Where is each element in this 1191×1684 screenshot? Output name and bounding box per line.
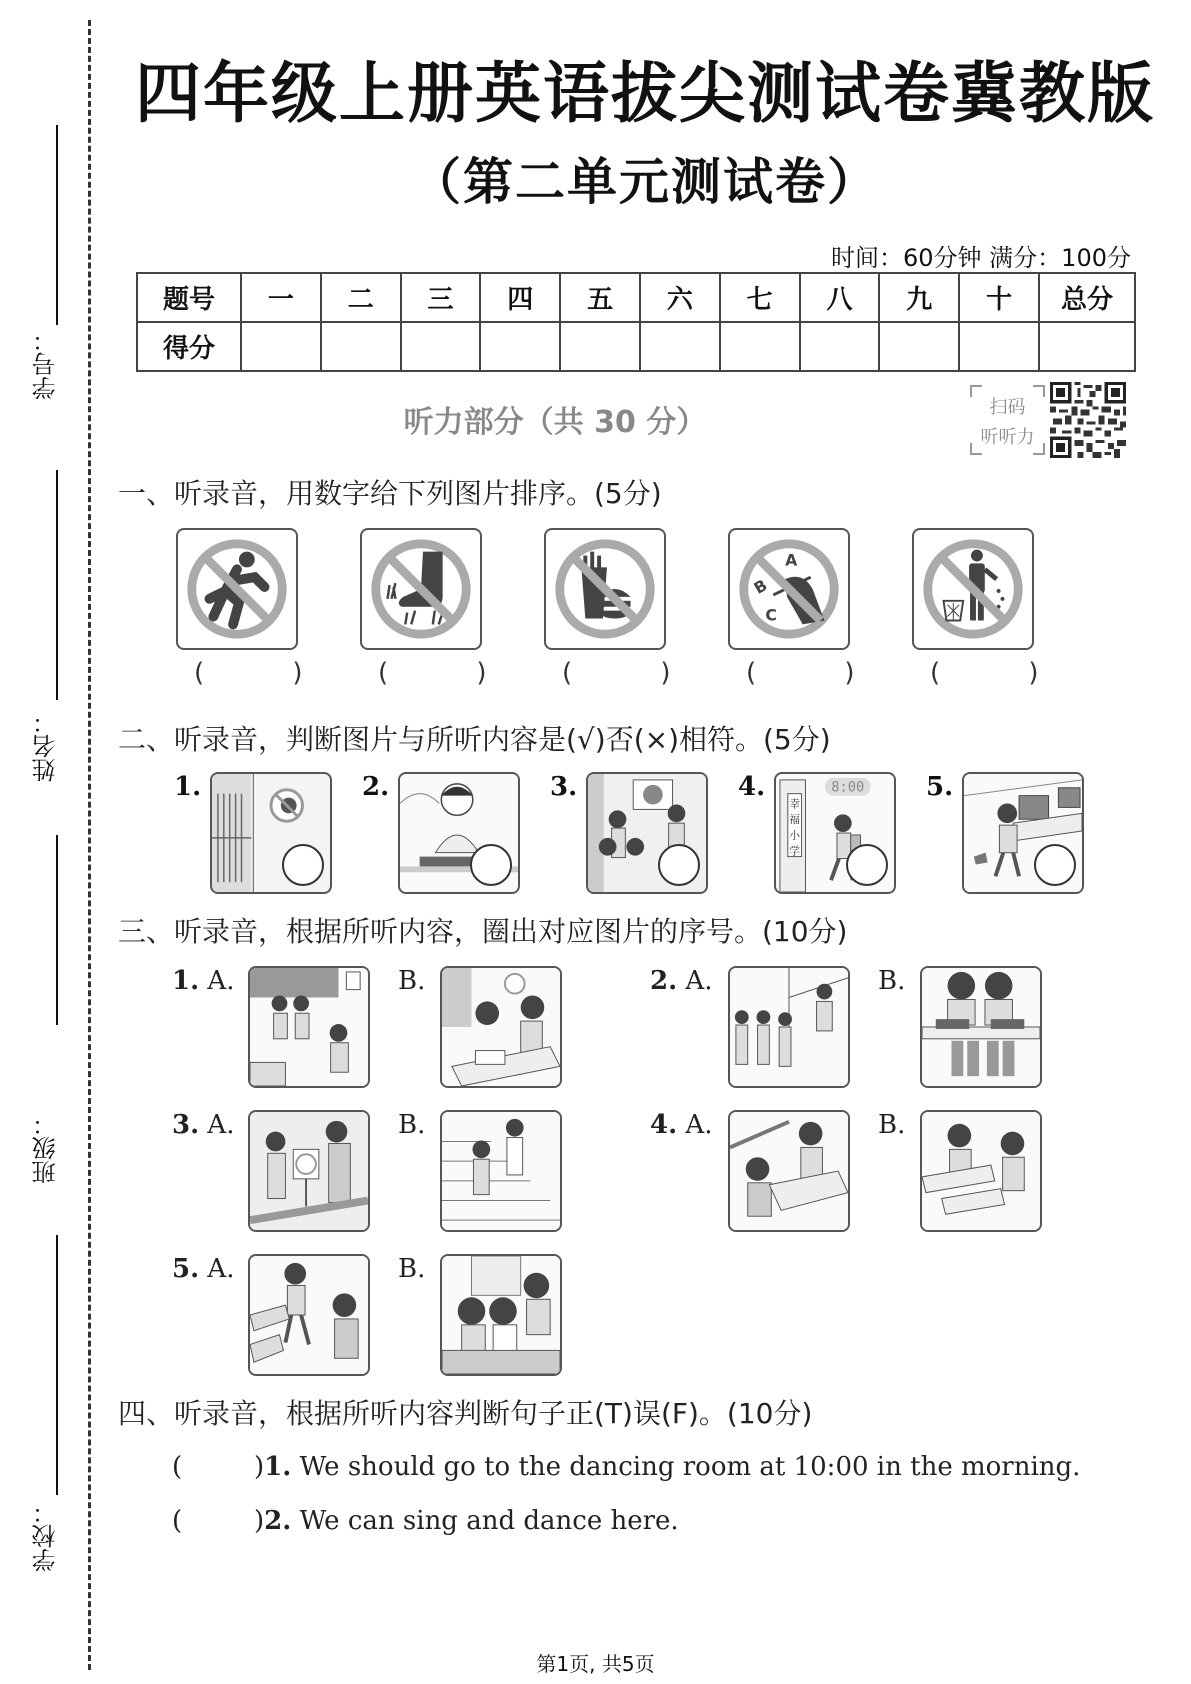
column-header: 五 [560,273,640,322]
question-2-option-b-label[interactable]: B. [878,966,906,996]
score-cell[interactable] [640,322,720,371]
student-id-line [56,125,58,325]
listening-part-title: 听力部分（共 30 分） [403,405,707,440]
question-5-option-b-label[interactable]: B. [398,1254,426,1284]
total-score-cell[interactable] [1039,322,1135,371]
question-number-row [137,273,1135,322]
svg-text:幸: 幸 [789,797,801,811]
column-header: 一 [241,273,321,322]
answer-circle[interactable] [282,844,324,886]
girls-talking-classroom-picture[interactable] [920,1110,1042,1232]
column-header: 三 [401,273,481,322]
true-false-item-2: ( )2. We can sing and dance here. [172,1506,679,1536]
column-header: 七 [720,273,800,322]
section2-heading: 二、听录音，判断图片与所听内容是(√)否(×)相符。(5分) [118,723,831,756]
column-header: 六 [640,273,720,322]
no-food-icon [544,528,666,650]
students-stairs-picture[interactable] [440,1110,562,1232]
question-number: 1. [174,772,202,802]
row-label-score: 得分 [137,322,241,371]
svg-text:福: 福 [789,813,801,827]
school-line [56,1235,58,1495]
girl-teacher-grass-sign-picture[interactable] [248,1110,370,1232]
question-number: 2. [362,772,390,802]
section1-heading: 一、听录音，用数字给下列图片排序。(5分) [118,477,662,510]
library-no-talking-picture [210,772,332,894]
no-running-icon [176,528,298,650]
answer-blank[interactable]: ( ) [562,658,711,688]
no-littering-icon [912,528,1034,650]
boy-eating-at-desk-picture [398,772,520,894]
svg-text:8:00: 8:00 [831,779,865,796]
answer-circle[interactable] [470,844,512,886]
score-cell[interactable] [720,322,800,371]
class-line [56,835,58,1025]
question-1-option-a-label[interactable]: 1. A. [172,966,235,996]
qr-code-icon[interactable] [1050,382,1126,458]
question-2-option-a-label[interactable]: 2. A. [650,966,713,996]
scan-text-line2: 听听力 [980,427,1035,448]
question-4-option-b-label[interactable]: B. [878,1110,906,1140]
boy-running-between-desks-picture[interactable] [248,1254,370,1376]
question-number: 5. [926,772,954,802]
statement-text: We can sing and dance here. [291,1506,679,1536]
section3-heading: 三、听录音，根据所听内容，圈出对应图片的序号。(10分) [118,915,848,948]
column-header: 十 [959,273,1039,322]
score-cell[interactable] [480,322,560,371]
score-cell[interactable] [241,322,321,371]
svg-text:C: C [765,605,777,625]
svg-text:学: 学 [789,844,801,858]
question-4-option-a-label[interactable]: 4. A. [650,1110,713,1140]
question-3-option-a-label[interactable]: 3. A. [172,1110,235,1140]
page-title: 四年级上册英语拔尖测试卷冀教版 [135,55,1155,132]
no-stepping-on-grass-icon [360,528,482,650]
column-header: 二 [321,273,401,322]
student-id-label: 学号： [32,328,60,400]
answer-blank[interactable]: ( [172,1452,183,1482]
true-false-item-1: ( )1. We should go to the dancing room at 10:00 in the morning. [172,1452,1081,1482]
section4-heading: 四、听录音，根据所听内容判断句子正(T)误(F)。(10分) [118,1397,813,1430]
column-header-total: 总分 [1039,273,1135,322]
girls-in-classroom-picture[interactable] [440,1254,562,1376]
students-with-teacher-sign-picture [586,772,708,894]
question-3-option-b-label[interactable]: B. [398,1110,426,1140]
no-writing-icon [728,528,850,650]
answer-blank[interactable]: ( ) [378,658,527,688]
svg-text:A: A [785,550,798,570]
boys-talking-at-desk-picture[interactable] [440,966,562,1088]
column-header: 八 [800,273,880,322]
answer-blank[interactable]: ( ) [746,658,895,688]
answer-circle[interactable] [846,844,888,886]
column-header: 九 [879,273,959,322]
svg-text:B: B [750,575,771,598]
boy-arriving-school-8am-picture [774,772,896,894]
boys-running-classroom-picture[interactable] [248,966,370,1088]
cut-line [88,20,91,1670]
statement-text: We should go to the dancing room at 10:00 in the morning. [291,1452,1081,1482]
page-number: 第1页, 共5页 [536,1652,655,1676]
score-cell[interactable] [959,322,1039,371]
boy-littering-computer-room-picture [962,772,1084,894]
name-label: 姓名： [32,710,60,782]
school-label: 学校： [32,1500,60,1572]
answer-blank[interactable]: ( ) [930,658,1079,688]
score-table [136,272,1136,372]
question-number: 4. [738,772,766,802]
score-cell[interactable] [560,322,640,371]
class-label: 班级： [32,1112,60,1184]
answer-blank[interactable]: ( ) [194,658,343,688]
question-number: 3. [550,772,578,802]
boys-eating-lunch-picture[interactable] [920,966,1042,1088]
score-row [137,322,1135,371]
girls-drawing-at-desk-picture[interactable] [728,1110,850,1232]
page-subtitle: （第二单元测试卷） [411,153,879,211]
scan-to-listen-box [970,385,1045,455]
row-label-question-number: 题号 [137,273,241,322]
name-line [56,470,58,700]
score-cell[interactable] [800,322,880,371]
scan-text-line1: 扫码 [989,397,1026,418]
column-header: 四 [480,273,560,322]
answer-circle[interactable] [1034,844,1076,886]
score-cell[interactable] [879,322,959,371]
score-cell[interactable] [321,322,401,371]
time-and-score-info: 时间：60分钟 满分：100分 [831,244,1131,272]
svg-text:小: 小 [789,828,801,842]
question-5-option-a-label[interactable]: 5. A. [172,1254,235,1284]
answer-circle[interactable] [658,844,700,886]
answer-blank[interactable]: ( [172,1506,183,1536]
score-cell[interactable] [401,322,481,371]
question-1-option-b-label[interactable]: B. [398,966,426,996]
students-queue-canteen-picture[interactable] [728,966,850,1088]
